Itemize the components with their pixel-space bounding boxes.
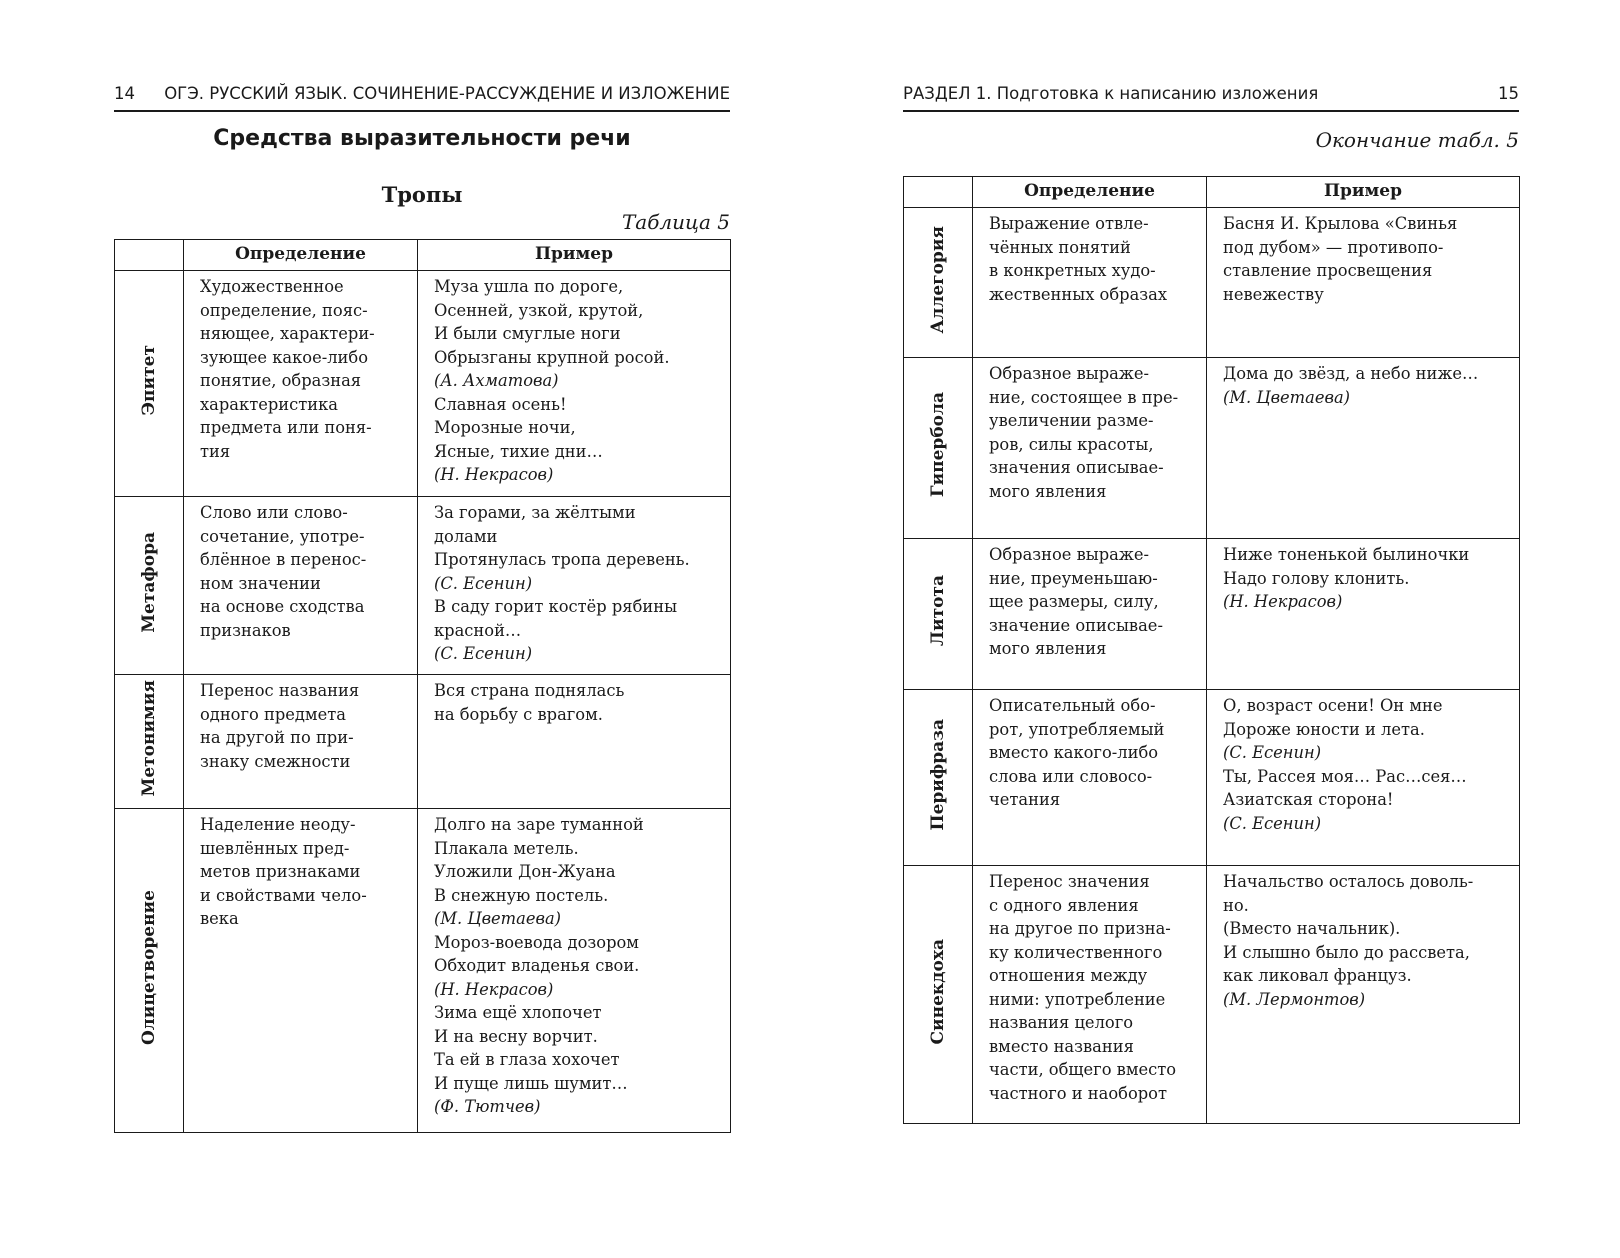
definition-line: вместо названия	[989, 1036, 1134, 1056]
term-label: Аллегория	[928, 225, 948, 333]
example-line: И слышно было до рассвета,	[1223, 942, 1470, 962]
table-caption: Окончание табл. 5	[1315, 128, 1519, 152]
example-line: Ты, Рассея моя… Рас…сея…	[1223, 766, 1467, 786]
page-number: 14	[114, 84, 135, 103]
example-cell	[1207, 208, 1520, 358]
example-line: красной…	[434, 620, 522, 640]
table-header-row	[904, 177, 1520, 208]
example-cell	[1207, 539, 1520, 690]
definition-line: зующее какое-либо	[200, 347, 369, 367]
definition-line: Художественное	[200, 277, 344, 296]
author-attribution: (С. Есенин)	[434, 644, 533, 663]
example-line: Протянулась тропа деревень.	[434, 550, 690, 569]
definition-line: слова или словосо-	[989, 766, 1153, 786]
definition-cell	[973, 539, 1207, 690]
example-line: Морозные ночи,	[434, 418, 576, 437]
term-label: Олицетворение	[139, 889, 159, 1045]
example-line: В снежную постель.	[434, 885, 609, 905]
example-line: Азиатская сторона!	[1223, 790, 1394, 809]
tropes-table	[114, 239, 731, 1133]
running-head-title: РАЗДЕЛ 1. Подготовка к написанию изложения	[903, 84, 1319, 103]
definition-cell	[184, 497, 418, 675]
example-cell	[418, 809, 731, 1133]
term-label: Метафора	[139, 531, 159, 633]
table-row	[904, 208, 1520, 358]
definition-line: знаку смежности	[200, 751, 351, 771]
example-line: ставление просвещения	[1223, 261, 1433, 280]
term-cell	[115, 675, 184, 809]
author-attribution: (С. Есенин)	[434, 573, 533, 593]
header-term-cell	[904, 177, 973, 208]
example-line: долами	[434, 526, 498, 546]
author-attribution: (С. Есенин)	[1223, 813, 1322, 833]
author-attribution: (С. Есенин)	[1223, 743, 1322, 762]
definition-cell	[184, 271, 418, 497]
header-definition-cell: Определение	[184, 240, 418, 271]
example-cell	[418, 271, 731, 497]
definition-line: ном значении	[200, 573, 321, 593]
definition-line: ними: употребление	[989, 989, 1166, 1009]
running-header	[114, 80, 730, 112]
definition-line: рот, употребляемый	[989, 719, 1165, 739]
definition-line: блённое в перенос-	[200, 550, 367, 569]
example-cell	[1207, 358, 1520, 539]
definition-line: века	[200, 909, 239, 928]
header-definition-cell: Определение	[973, 177, 1207, 208]
example-line: Муза ушла по дороге,	[434, 277, 624, 296]
definition-cell	[184, 809, 418, 1133]
term-cell	[115, 271, 184, 497]
author-attribution: (Н. Некрасов)	[434, 465, 554, 484]
example-cell	[1207, 866, 1520, 1124]
example-line: Та ей в глаза хохочет	[434, 1050, 620, 1069]
author-attribution: (Н. Некрасов)	[434, 979, 554, 999]
definition-line: понятие, образная	[200, 371, 362, 390]
subsection-title: Тропы	[381, 182, 463, 207]
example-line: (Вместо начальник).	[1223, 919, 1401, 938]
term-cell	[904, 208, 973, 358]
definition-line: Выражение отвле-	[989, 214, 1149, 233]
definition-line: шевлённых пред-	[200, 838, 350, 858]
table-header-row	[115, 240, 731, 271]
definition-line: няющее, характери-	[200, 324, 375, 343]
definition-line: метов признаками	[200, 862, 361, 881]
definition-line: мого явления	[989, 481, 1107, 501]
definition-line: щее размеры, силу,	[989, 592, 1159, 611]
definition-line: четания	[989, 790, 1061, 809]
definition-line: Образное выраже-	[989, 364, 1149, 383]
definition-cell	[973, 358, 1207, 539]
example-cell	[418, 675, 731, 809]
definition-line: сочетание, употре-	[200, 526, 365, 546]
author-attribution: (Ф. Тютчев)	[434, 1097, 541, 1116]
definition-line: на основе сходства	[200, 597, 365, 616]
example-line: Плакала метель.	[434, 838, 579, 858]
example-line: Басня И. Крылова «Свинья	[1223, 214, 1458, 233]
example-line: Долго на заре туманной	[434, 815, 644, 834]
example-line: И пуще лишь шумит…	[434, 1073, 628, 1093]
term-cell	[904, 358, 973, 539]
author-attribution: (М. Цветаева)	[1223, 387, 1350, 407]
definition-line: ние, преуменьшаю-	[989, 568, 1158, 588]
example-line: Вся страна поднялась	[434, 681, 625, 700]
example-line: на борьбу с врагом.	[434, 704, 603, 724]
example-line: Надо голову клонить.	[1223, 568, 1410, 588]
definition-line: в конкретных худо-	[989, 261, 1156, 280]
example-line: Обрызганы крупной росой.	[434, 347, 670, 367]
term-label: Метонимия	[139, 680, 159, 797]
definition-line: определение, пояс-	[200, 300, 368, 320]
definition-line: значение описывае-	[989, 615, 1163, 635]
example-line: Дома до звёзд, а небо ниже…	[1223, 364, 1479, 383]
example-line: Ниже тоненькой былиночки	[1223, 545, 1470, 564]
definition-line: ров, силы красоты,	[989, 434, 1154, 454]
section-title: Средства выразительности речи	[213, 126, 631, 151]
definition-line: Слово или слово-	[200, 503, 348, 522]
definition-cell	[973, 690, 1207, 866]
definition-line: Описательный обо-	[989, 696, 1156, 715]
term-label: Литота	[928, 575, 948, 647]
author-attribution: (Н. Некрасов)	[1223, 592, 1343, 611]
term-cell	[115, 497, 184, 675]
example-line: Зима ещё хлопочет	[434, 1003, 602, 1022]
definition-line: значения описывае-	[989, 458, 1164, 477]
author-attribution: (М. Цветаева)	[434, 909, 561, 928]
definition-line: частного и наоборот	[989, 1083, 1167, 1103]
definition-line: увеличении разме-	[989, 411, 1154, 430]
definition-line: с одного явления	[989, 895, 1139, 915]
example-line: Дороже юности и лета.	[1223, 719, 1425, 739]
table-caption: Таблица 5	[621, 210, 730, 234]
definition-line: ку количественного	[989, 942, 1163, 962]
term-label: Эпитет	[139, 345, 159, 416]
term-cell	[904, 690, 973, 866]
definition-line: предмета или поня-	[200, 418, 372, 437]
table-row	[904, 690, 1520, 866]
example-line: Уложили Дон-Жуана	[434, 862, 616, 881]
term-label: Гипербола	[928, 392, 948, 498]
example-line: Осенней, узкой, крутой,	[434, 300, 644, 320]
term-cell	[115, 809, 184, 1133]
definition-cell	[184, 675, 418, 809]
example-line: но.	[1223, 895, 1249, 915]
definition-line: части, общего вместо	[989, 1060, 1177, 1079]
example-line: За горами, за жёлтыми	[434, 503, 636, 522]
definition-line: Перенос названия	[200, 681, 360, 700]
definition-cell	[973, 208, 1207, 358]
definition-cell	[973, 866, 1207, 1124]
header-term-cell	[115, 240, 184, 271]
term-cell	[904, 539, 973, 690]
example-cell	[418, 497, 731, 675]
definition-line: Перенос значения	[989, 872, 1150, 891]
definition-line: признаков	[200, 620, 291, 640]
term-cell	[904, 866, 973, 1124]
example-line: В саду горит костёр рябины	[434, 597, 678, 616]
definition-line: Наделение неоду-	[200, 815, 356, 834]
definition-line: названия целого	[989, 1013, 1134, 1032]
header-example-cell: Пример	[418, 240, 731, 271]
example-line: как ликовал француз.	[1223, 966, 1412, 985]
table-row	[904, 866, 1520, 1124]
example-line: Славная осень!	[434, 394, 567, 414]
page-number: 15	[1498, 84, 1519, 103]
definition-line: на другой по при-	[200, 728, 354, 747]
definition-line: ние, состоящее в пре-	[989, 387, 1179, 407]
table-row	[904, 358, 1520, 539]
term-label: Перифраза	[928, 718, 948, 830]
table-row	[115, 675, 731, 809]
example-line: Обходит владенья свои.	[434, 956, 640, 975]
header-example-cell: Пример	[1207, 177, 1520, 208]
table-row	[115, 271, 731, 497]
definition-line: отношения между	[989, 966, 1148, 985]
example-line: И на весну ворчит.	[434, 1026, 598, 1046]
definition-line: и свойствами чело-	[200, 885, 367, 905]
term-label: Синекдоха	[928, 938, 948, 1044]
definition-line: вместо какого-либо	[989, 743, 1159, 762]
running-head-title: ОГЭ. РУССКИЙ ЯЗЫК. СОЧИНЕНИЕ-РАССУЖДЕНИЕ И ИЗЛОЖЕНИЕ	[164, 84, 730, 103]
definition-line: на другое по призна-	[989, 919, 1171, 938]
running-header	[903, 80, 1519, 112]
example-line: под дубом» — противопо-	[1223, 237, 1444, 257]
tropes-table	[903, 176, 1520, 1124]
definition-line: чённых понятий	[989, 237, 1131, 257]
table-row	[904, 539, 1520, 690]
example-line: невежеству	[1223, 284, 1324, 304]
example-line: И были смуглые ноги	[434, 324, 621, 343]
definition-line: одного предмета	[200, 704, 346, 724]
table-row	[115, 497, 731, 675]
example-line: Начальство осталось доволь-	[1223, 872, 1474, 891]
example-line: Ясные, тихие дни…	[434, 441, 603, 461]
example-cell	[1207, 690, 1520, 866]
definition-line: Образное выраже-	[989, 545, 1149, 564]
author-attribution: (А. Ахматова)	[434, 371, 559, 390]
example-line: О, возраст осени! Он мне	[1223, 696, 1443, 715]
definition-line: тия	[200, 441, 231, 461]
definition-line: мого явления	[989, 639, 1107, 658]
author-attribution: (М. Лермонтов)	[1223, 989, 1366, 1009]
table-row	[115, 809, 731, 1133]
definition-line: жественных образах	[989, 284, 1168, 304]
example-line: Мороз-воевода дозором	[434, 932, 639, 952]
definition-line: характеристика	[200, 394, 338, 414]
